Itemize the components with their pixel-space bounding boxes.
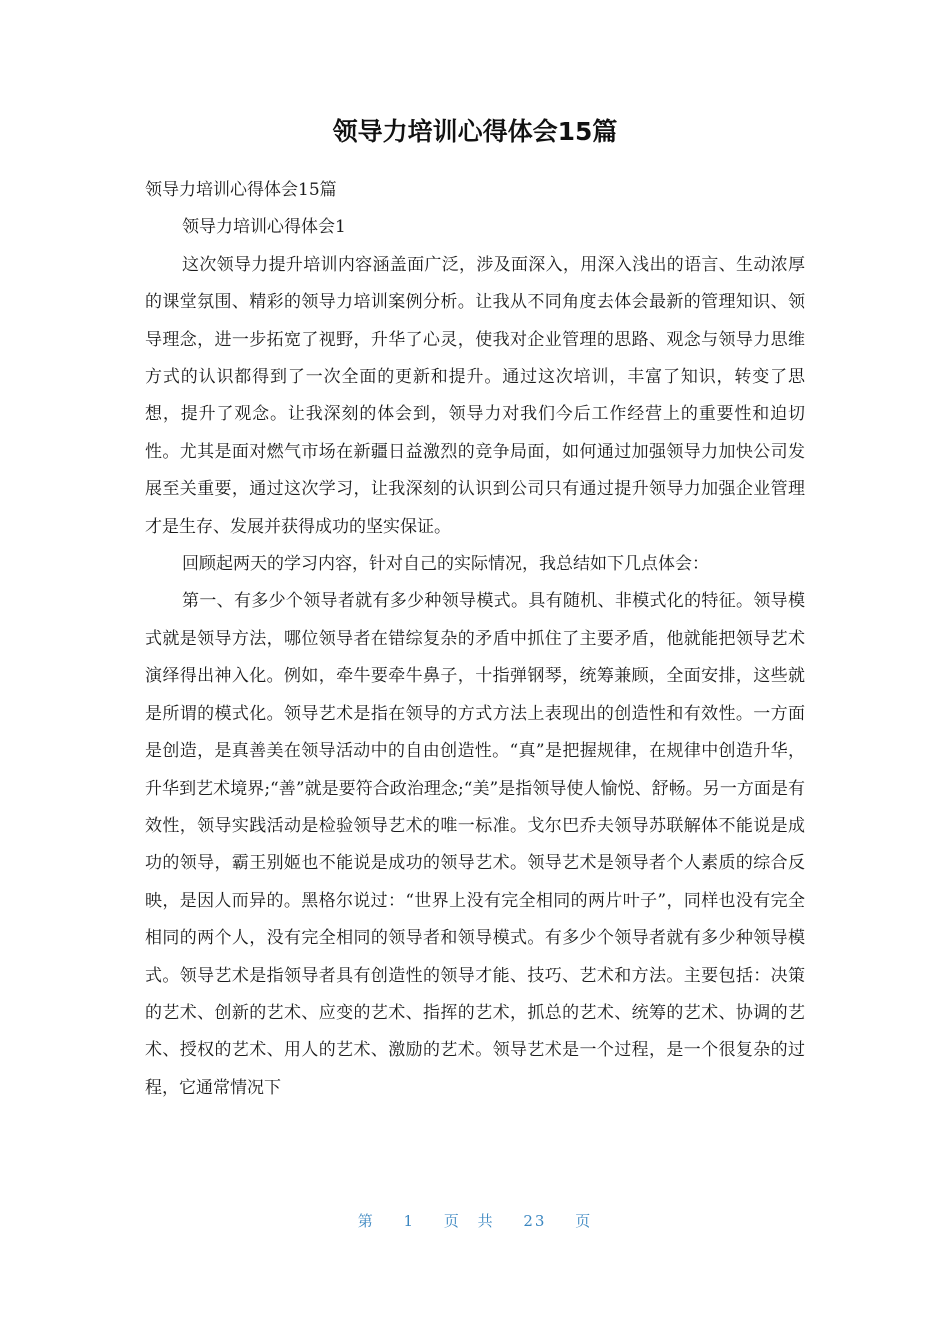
paragraph-1: 这次领导力提升培训内容涵盖面广泛，涉及面深入，用深入浅出的语言、生动浓厚的课堂氛围、精彩的领导力培训案例分析。让我从不同角度去体会最新的管理知识、领导理念，进一步拓宽了视野，升华了心灵，使我对企业管理的思路、观念与领导力思维方式的认识都得到了一次全面的更新和提升。通过这次培训，丰富了知识，转变了思想，提升了观念。让我深刻的体会到，领导力对我们今后工作经营上的重要性和迫切性。尤其是面对燃气市场在新疆日益激烈的竞争局面，如何通过加强领导力加快公司发展至关重要，通过这次学习，让我深刻的认识到公司只有通过提升领导力加强企业管理才是生存、发展并获得成功的坚实保证。	[145, 254, 805, 537]
document-subtitle: 领导力培训心得体会15篇	[145, 180, 337, 200]
footer-current-page: 1	[403, 1212, 416, 1230]
paragraph-2: 回顾起两天的学习内容，针对自己的实际情况，我总结如下几点体会：	[182, 554, 709, 575]
section-heading: 领导力培训心得体会1	[182, 217, 346, 238]
paragraph-3: 第一、有多少个领导者就有多少种领导模式。具有随机、非模式化的特征。领导模式就是领导方法，哪位领导者在错综复杂的矛盾中抓住了主要矛盾，他就能把领导艺术演绎得出神入化。例如，牵牛要牵牛鼻子，十指弹钢琴，统筹兼顾，全面安排，这些就是所谓的模式化。领导艺术是指在领导的方式方法上表现出的创造性和有效性。一方面是创造，是真善美在领导活动中的自由创造性。“真”是把握规律，在规律中创造升华，升华到艺术境界;“善”就是要符合政治理念;“美”是指领导使人愉悦、舒畅。另一方面是有效性，领导实践活动是检验领导艺术的唯一标准。戈尔巴乔夫领导苏联解体不能说是成功的领导，霸王别姬也不能说是成功的领导艺术。领导艺术是领导者个人素质的综合反映，是因人而异的。黑格尔说过：“世界上没有完全相同的两片叶子”，同样也没有完全相同的两个人，没有完全相同的领导者和领导模式。有多少个领导者就有多少种领导模式。领导艺术是指领导者具有创造性的领导才能、技巧、艺术和方法。主要包括：决策的艺术、创新的艺术、应变的艺术、指挥的艺术，抓总的艺术、统筹的艺术、协调的艺术、授权的艺术、用人的艺术、激励的艺术。领导艺术是一个过程，是一个很复杂的过程，它通常情况下	[145, 591, 805, 1098]
footer-of-label: 页 共	[443, 1212, 495, 1230]
document-title: 领导力培训心得体会15篇	[332, 117, 618, 146]
footer-page-label: 第	[357, 1212, 375, 1230]
document-body	[145, 172, 805, 1107]
page-footer	[0, 1210, 950, 1231]
footer-total-pages: 23	[523, 1212, 547, 1230]
footer-pages-label: 页	[575, 1212, 593, 1230]
